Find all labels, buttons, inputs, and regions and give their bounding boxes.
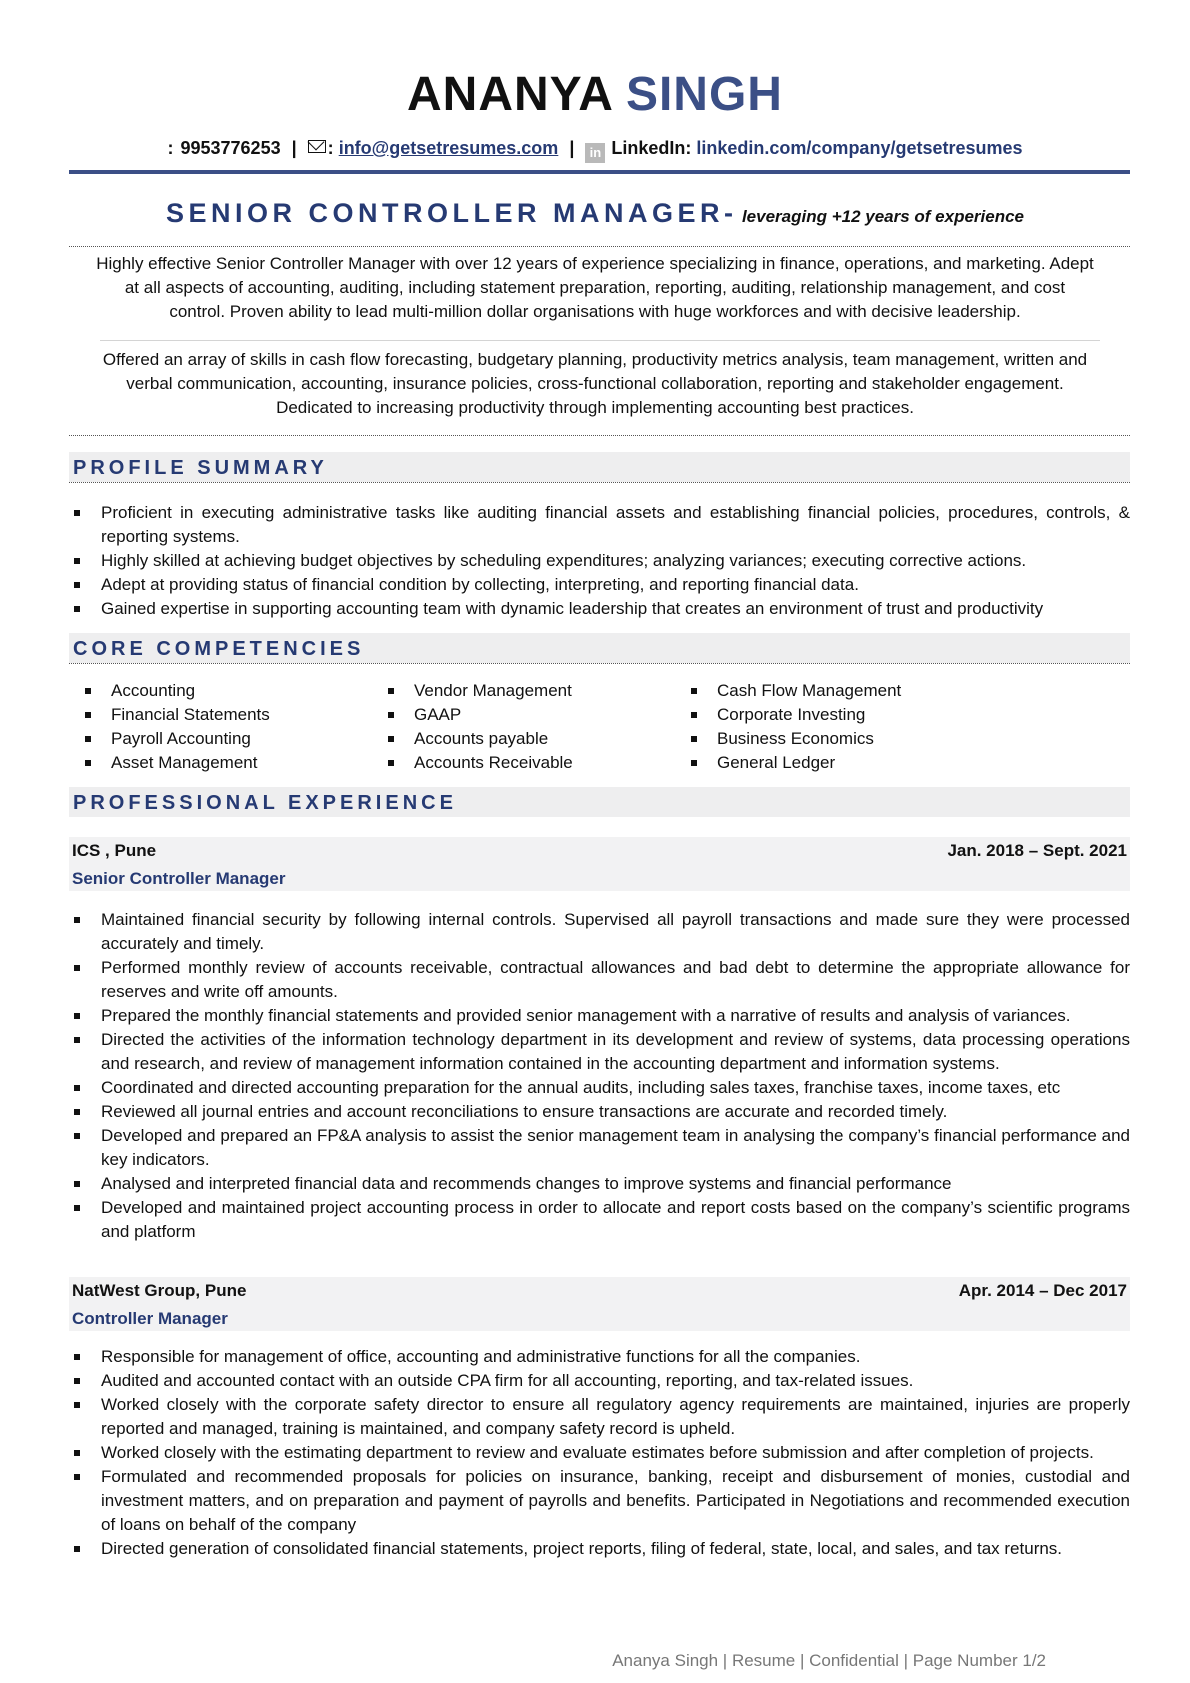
list-item: Prepared the monthly financial statements and provided senior management with a narrative of results and analysis of variances. — [70, 1004, 1130, 1028]
experience-tagline: leveraging +12 years of experience — [741, 207, 1025, 226]
intro-paragraph-2: Offered an array of skills in cash flow forecasting, budgetary planning, productivity metrics analysis, team management, written and verbal communication, accounting, insurance policies, cross-functional collaboration, reporting and stakeholder engagement. Dedicated to increasing productivity through implementing accounting best practices. — [102, 350, 1088, 417]
linkedin-icon: in — [585, 143, 605, 163]
company-name: ICS , Pune — [72, 841, 157, 860]
list-item: Directed generation of consolidated financial statements, project reports, filing of federal, state, local, and sales, and tax returns. — [70, 1537, 1130, 1561]
list-item: Highly skilled at achieving budget objectives by scheduling expenditures; analyzing variances; executing corrective actions. — [70, 549, 1130, 573]
section-profile-summary — [69, 452, 1130, 482]
candidate-name — [0, 70, 1190, 120]
job-position: Senior Controller Manager — [72, 869, 286, 888]
dotted-divider — [69, 482, 1130, 483]
list-item: Performed monthly review of accounts receivable, contractual allowances and bad debt to determine the appropriate allowance for reserves and write off amounts. — [70, 956, 1130, 1004]
list-item: Adept at providing status of financial condition by collecting, interpreting, and reporting financial data. — [70, 573, 1130, 597]
competency-column-3 — [687, 679, 901, 775]
competency-item: GAAP — [384, 703, 573, 727]
first-name: ANANYA — [407, 68, 614, 121]
job-header-natwest — [69, 1277, 1130, 1331]
competency-item: General Ledger — [687, 751, 901, 775]
company-name: NatWest Group, Pune — [72, 1281, 247, 1300]
job-position: Controller Manager — [72, 1309, 228, 1328]
competency-item: Accounting — [81, 679, 270, 703]
contact-line — [0, 136, 1190, 163]
competency-item: Corporate Investing — [687, 703, 901, 727]
list-item: Responsible for management of office, accounting and administrative functions for all the companies. — [70, 1345, 1130, 1369]
separator: | — [291, 138, 297, 158]
competency-item: Financial Statements — [81, 703, 270, 727]
section-professional-experience — [69, 787, 1130, 817]
list-item: Gained expertise in supporting accounting team with dynamic leadership that creates an environment of trust and productivity — [70, 597, 1130, 621]
email-label: : — [327, 138, 334, 158]
title-dash: - — [723, 198, 738, 228]
list-item: Worked closely with the corporate safety director to ensure all regulatory agency requirements are maintained, injuries are properly reported and managed, training is maintained, and company safety record is upheld. — [70, 1393, 1130, 1441]
professional-title — [0, 198, 1190, 229]
dotted-divider — [69, 246, 1130, 247]
section-core-competencies — [69, 633, 1130, 663]
phone-icon: : — [167, 138, 174, 158]
list-item: Directed the activities of the information technology department in its development and review of systems, data processing operations and research, and review of management information contained in the accounting department and information systems. — [70, 1028, 1130, 1076]
list-item: Analysed and interpreted financial data and recommends changes to improve systems and financial performance — [70, 1172, 1130, 1196]
section-heading: CORE COMPETENCIES — [73, 638, 365, 660]
competency-item: Payroll Accounting — [81, 727, 270, 751]
email-link[interactable]: info@getsetresumes.com — [338, 138, 559, 158]
job-ics-duties — [70, 908, 1130, 1244]
competency-item: Business Economics — [687, 727, 901, 751]
job-dates: Jan. 2018 – Sept. 2021 — [947, 841, 1127, 860]
job-natwest-duties — [70, 1345, 1130, 1561]
page-footer: Ananya Singh | Resume | Confidential | Page Number 1/2 — [612, 1651, 1046, 1670]
list-item: Developed and maintained project accounting process in order to allocate and report costs based on the company’s scientific programs and platform — [70, 1196, 1130, 1244]
dotted-divider — [69, 663, 1130, 664]
profile-summary-list — [70, 501, 1130, 621]
intro-paragraph-1: Highly effective Senior Controller Manager with over 12 years of experience specializing in finance, operations, and marketing. Adept at all aspects of accounting, auditing, including statement preparation, reporting, auditing, relationship management, and cost control. Proven ability to lead multi-million dollar organisations with huge workforces and with decisive leadership. — [96, 254, 1094, 321]
section-heading: PROFILE SUMMARY — [73, 457, 328, 479]
linkedin-label: LinkedIn: — [611, 138, 692, 158]
last-name: SINGH — [625, 68, 783, 121]
competency-item: Accounts payable — [384, 727, 573, 751]
section-heading: PROFESSIONAL EXPERIENCE — [73, 792, 457, 814]
job-dates: Apr. 2014 – Dec 2017 — [958, 1281, 1127, 1300]
separator: | — [569, 138, 575, 158]
list-item: Formulated and recommended proposals for policies on insurance, banking, receipt and disbursement of monies, custodial and investment matters, and on preparation and payment of payrolls and benefits. Participated in Negotiations and recommended execution of loans on behalf of the company — [70, 1465, 1130, 1537]
role-title: SENIOR CONTROLLER MANAGER — [165, 198, 724, 228]
competency-column-1 — [81, 679, 270, 775]
dotted-divider — [69, 435, 1130, 436]
list-item: Proficient in executing administrative tasks like auditing financial assets and establishing financial policies, procedures, controls, & reporting systems. — [70, 501, 1130, 549]
list-item: Maintained financial security by following internal controls. Supervised all payroll transactions and made sure they were processed accurately and timely. — [70, 908, 1130, 956]
competency-item: Accounts Receivable — [384, 751, 573, 775]
phone-number: 9953776253 — [180, 138, 281, 158]
header-divider — [69, 170, 1130, 174]
job-header-ics — [69, 837, 1130, 891]
competency-item: Vendor Management — [384, 679, 573, 703]
competency-item: Cash Flow Management — [687, 679, 901, 703]
linkedin-link[interactable]: linkedin.com/company/getsetresumes — [696, 138, 1023, 158]
list-item: Worked closely with the estimating department to review and evaluate estimates before submission and after completion of projects. — [70, 1441, 1130, 1465]
list-item: Audited and accounted contact with an outside CPA firm for all accounting, reporting, and tax-related issues. — [70, 1369, 1130, 1393]
competency-column-2 — [384, 679, 573, 775]
list-item: Reviewed all journal entries and account reconciliations to ensure transactions are accurate and recorded timely. — [70, 1100, 1130, 1124]
resume-header — [0, 70, 1190, 163]
competency-item: Asset Management — [81, 751, 270, 775]
list-item: Coordinated and directed accounting preparation for the annual audits, including sales taxes, franchise taxes, income taxes, etc — [70, 1076, 1130, 1100]
intro-divider — [100, 340, 1100, 341]
email-icon — [308, 140, 326, 153]
list-item: Developed and prepared an FP&A analysis to assist the senior management team in analysing the company’s financial performance and key indicators. — [70, 1124, 1130, 1172]
